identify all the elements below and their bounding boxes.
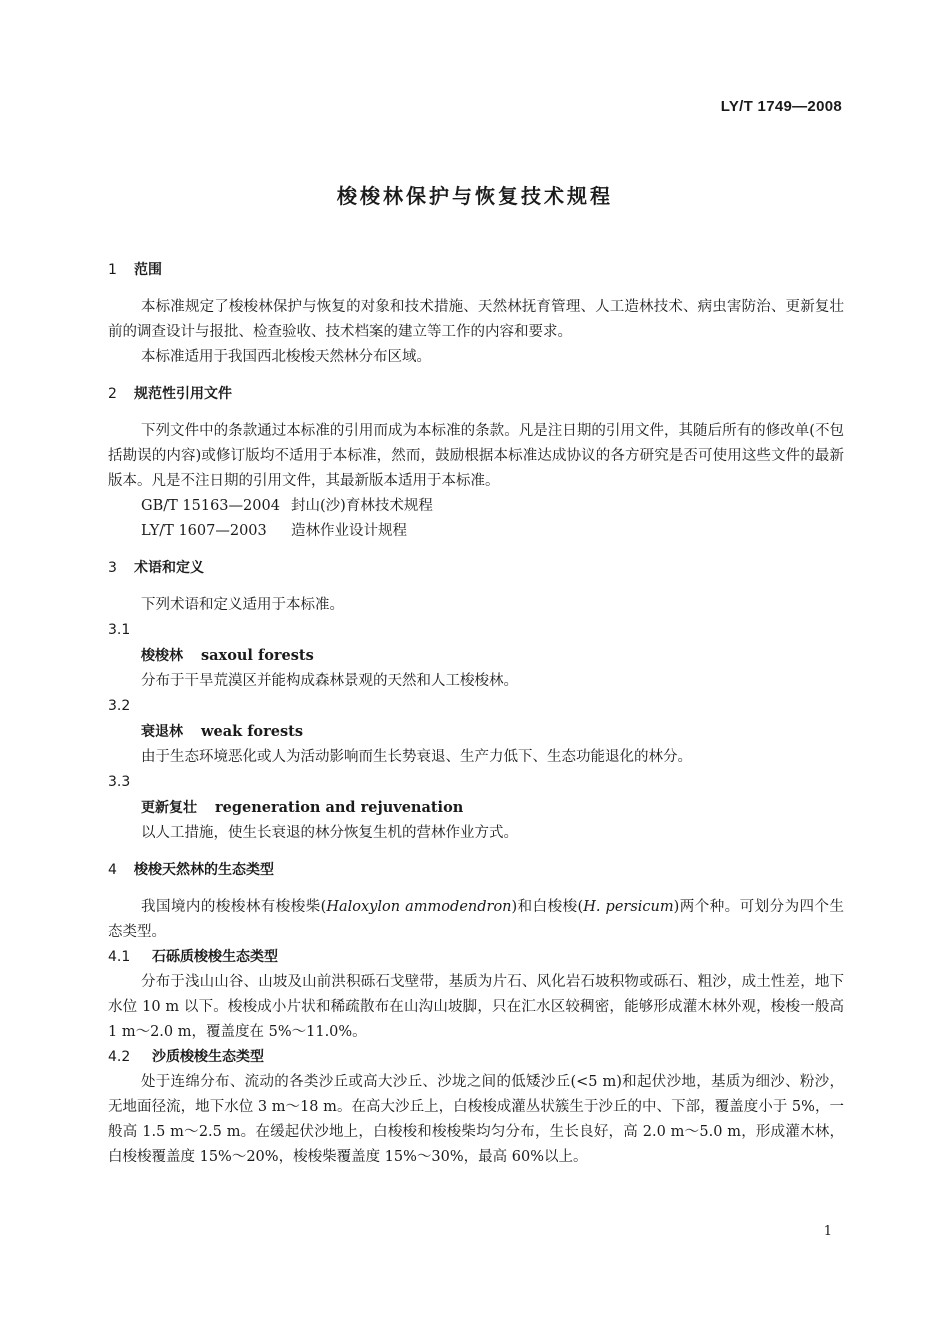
clause-number: 3.1 <box>108 622 131 638</box>
page-number: 1 <box>823 1224 832 1239</box>
term-definition: 以人工措施，使生长衰退的林分恢复生机的营林作业方式。 <box>141 825 518 841</box>
section-heading-1: 1 范围 <box>108 262 162 278</box>
subsection-heading-4-2: 4.2 沙质梭梭生态类型 <box>108 1049 264 1065</box>
section-heading-4: 4 梭梭天然林的生态类型 <box>108 862 274 878</box>
term-definition: 由于生态环境恶化或人为活动影响而生长势衰退、生产力低下、生态功能退化的林分。 <box>141 749 692 765</box>
term-definition: 分布于干旱荒漠区并能构成森林景观的天然和人工梭梭林。 <box>141 673 518 689</box>
clause-number: 3.3 <box>108 774 131 790</box>
section-heading-2: 2 规范性引用文件 <box>108 386 232 402</box>
paragraph: 分布于浅山山谷、山坡及山前洪积砾石戈壁带，基质为片石、风化岩石坡积物或砾石、粗沙，成土性差，地下水位 10 m 以下。梭梭成小片状和稀疏散布在山沟山坡脚，只在汇水区较稠密，能够形成灌木林外观，梭梭一般高 1 m～2.0 m，覆盖度在 5%～11.0%。 <box>108 974 844 1040</box>
paragraph: 本标准适用于我国西北梭梭天然林分布区域。 <box>141 349 431 365</box>
subsection-heading-4-1: 4.1 石砾质梭梭生态类型 <box>108 949 278 965</box>
paragraph: 本标准规定了梭梭林保护与恢复的对象和技术措施、天然林抚育管理、人工造林技术、病虫害防治、更新复壮前的调查设计与报批、检查验收、技术档案的建立等工作的内容和要求。 <box>108 299 844 340</box>
document-title: 梭梭林保护与恢复技术规程 <box>337 184 613 208</box>
document-body <box>108 258 844 1170</box>
paragraph: 下列文件中的条款通过本标准的引用而成为本标准的条款。凡是注日期的引用文件，其随后所有的修改单(不包括勘误的内容)或修订版均不适用于本标准，然而，鼓励根据本标准达成协议的各方研究是否可使用这些文件的最新版本。凡是不注日期的引用文件，其最新版本适用于本标准。 <box>108 423 844 489</box>
standard-code: LY/T 1749—2008 <box>720 98 842 115</box>
reference-item: LY/T 1607—2003 造林作业设计规程 <box>141 523 407 539</box>
paragraph: 下列术语和定义适用于本标准。 <box>141 597 344 613</box>
section-heading-3: 3 术语和定义 <box>108 560 204 576</box>
term-entry: 梭梭林 saxoul forests <box>141 647 314 664</box>
term-entry: 更新复壮 regeneration and rejuvenation <box>141 799 464 816</box>
term-entry: 衰退林 weak forests <box>141 723 303 740</box>
paragraph: 我国境内的梭梭林有梭梭柴(Haloxylon ammodendron)和白梭梭(H. persicum)两个种。可划分为四个生态类型。 <box>108 899 844 940</box>
reference-item: GB/T 15163—2004 封山(沙)育林技术规程 <box>141 498 433 514</box>
clause-number: 3.2 <box>108 698 131 714</box>
paragraph: 处于连绵分布、流动的各类沙丘或高大沙丘、沙垅之间的低矮沙丘(<5 m)和起伏沙地，基质为细沙、粉沙，无地面径流，地下水位 3 m～18 m。在高大沙丘上，白梭梭成灌丛状簇生于沙丘的中、下部，覆盖度小于 5%，一般高 1.5 m～2.5 m。在缓起伏沙地上，白梭梭和梭梭柴均匀分布，生长良好，高 2.0 m～5.0 m，形成灌木林，白梭梭覆盖度 15%～20%，梭梭柴覆盖度 15%～30%，最高 60%以上。 <box>108 1074 844 1165</box>
